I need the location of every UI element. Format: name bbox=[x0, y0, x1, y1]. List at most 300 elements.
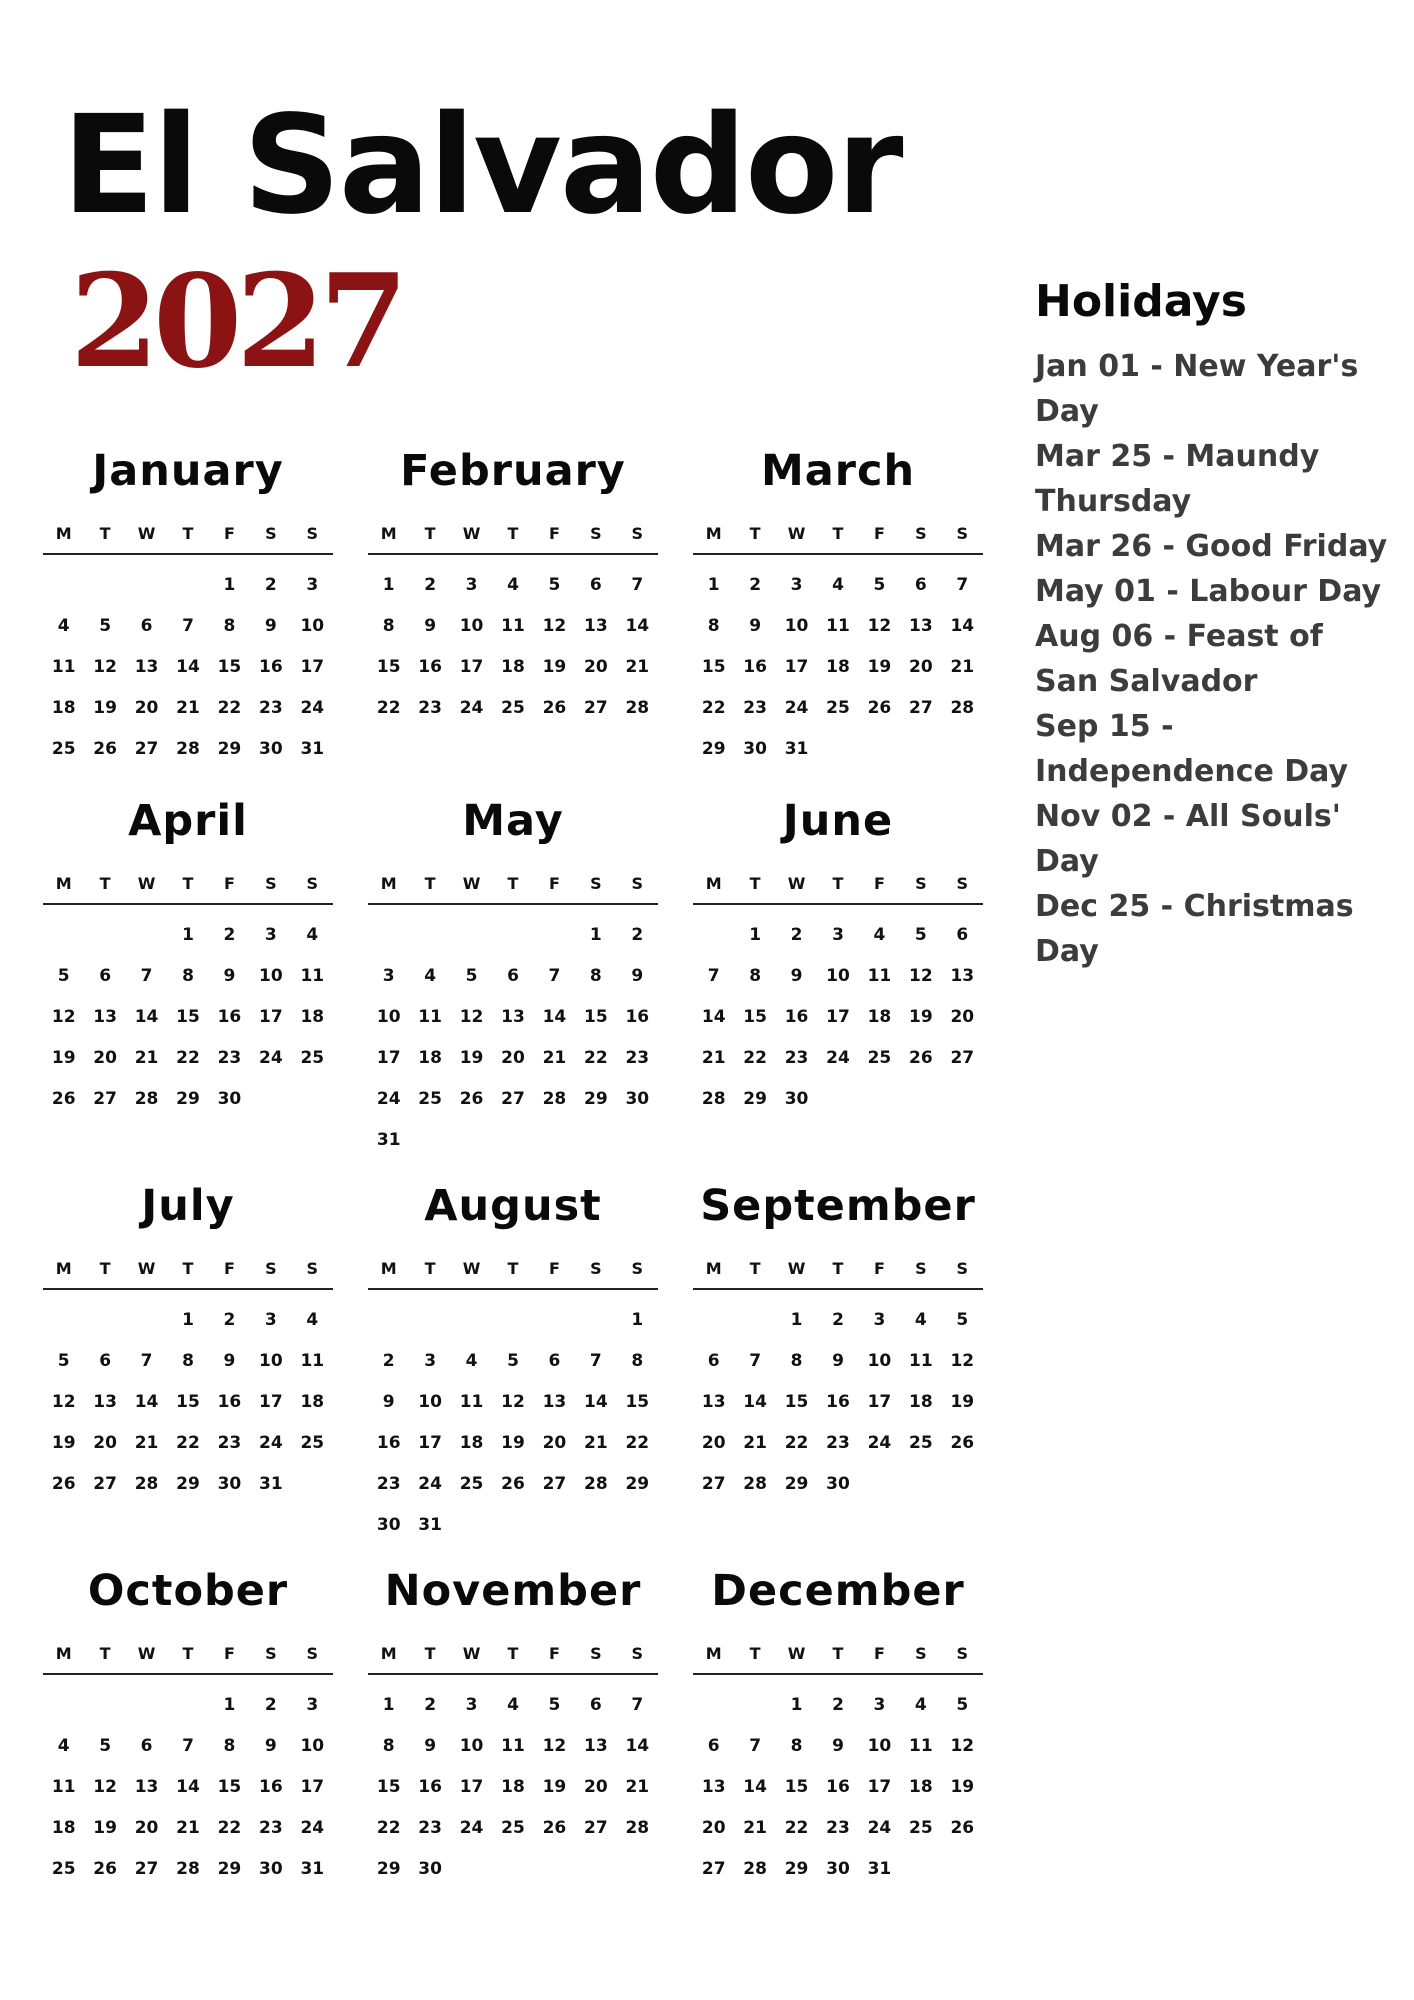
day-cell: 14 bbox=[542, 1007, 567, 1027]
empty-cell bbox=[409, 915, 450, 956]
day-cell: 7 bbox=[631, 575, 644, 595]
day-cell: 18 bbox=[909, 1777, 933, 1797]
holiday-item: Aug 06 - Feast of San Salvador bbox=[1035, 619, 1323, 700]
weekday-label: T bbox=[507, 524, 519, 543]
day-cell: 11 bbox=[909, 1736, 933, 1756]
weekday-label: T bbox=[832, 1644, 844, 1663]
day-cell: 2 bbox=[424, 575, 437, 595]
day-cell: 30 bbox=[826, 1859, 850, 1879]
day-cell: 6 bbox=[99, 966, 112, 986]
day-cell: 3 bbox=[264, 925, 277, 945]
day-cell: 15 bbox=[701, 657, 726, 677]
day-cell: 26 bbox=[93, 739, 117, 759]
day-cell: 6 bbox=[589, 1695, 602, 1715]
day-cell: 21 bbox=[743, 1433, 767, 1453]
day-cell: 21 bbox=[134, 1048, 159, 1068]
day-cell: 12 bbox=[51, 1007, 76, 1027]
day-cell: 25 bbox=[459, 1474, 484, 1494]
day-cell: 14 bbox=[176, 657, 200, 677]
day-cell: 25 bbox=[826, 698, 850, 718]
day-cell: 31 bbox=[784, 739, 809, 759]
day-cell: 24 bbox=[259, 1433, 283, 1453]
weekday-label: F bbox=[548, 1259, 560, 1278]
day-cell: 7 bbox=[140, 1351, 153, 1371]
day-cell: 18 bbox=[501, 657, 525, 677]
day-cell: 3 bbox=[382, 966, 395, 986]
day-cell: 18 bbox=[459, 1433, 484, 1453]
day-cell: 23 bbox=[259, 698, 283, 718]
holiday-item: May 01 - Labour Day bbox=[1035, 574, 1382, 610]
day-cell: 31 bbox=[867, 1859, 892, 1879]
day-cell: 1 bbox=[790, 1310, 803, 1330]
month-november bbox=[368, 1566, 658, 1890]
day-cell: 16 bbox=[826, 1392, 850, 1412]
empty-cell bbox=[126, 565, 167, 606]
day-cell: 1 bbox=[182, 925, 194, 945]
day-cell: 5 bbox=[57, 966, 70, 986]
weekday-label: S bbox=[956, 874, 969, 893]
day-cell: 7 bbox=[182, 1736, 194, 1756]
day-cell: 27 bbox=[950, 1048, 975, 1068]
empty-cell bbox=[693, 1685, 734, 1726]
day-cell: 9 bbox=[832, 1736, 844, 1756]
day-cell: 3 bbox=[873, 1310, 886, 1330]
day-cell: 1 bbox=[223, 575, 236, 595]
day-cell: 29 bbox=[217, 1859, 242, 1879]
day-cell: 18 bbox=[51, 1818, 76, 1838]
day-cell: 19 bbox=[459, 1048, 484, 1068]
day-cell: 17 bbox=[376, 1048, 401, 1068]
day-cell: 8 bbox=[589, 966, 602, 986]
day-cell: 28 bbox=[584, 1474, 608, 1494]
day-cell: 27 bbox=[584, 1818, 608, 1838]
weekday-label: M bbox=[55, 1644, 72, 1663]
day-cell: 20 bbox=[501, 1048, 525, 1068]
day-cell: 16 bbox=[217, 1007, 242, 1027]
day-cell: 5 bbox=[548, 575, 561, 595]
empty-cell bbox=[693, 915, 734, 956]
day-cell: 28 bbox=[176, 1859, 200, 1879]
day-cell: 24 bbox=[826, 1048, 850, 1068]
weekday-label: M bbox=[705, 874, 722, 893]
day-cell: 19 bbox=[51, 1433, 76, 1453]
weekday-label: F bbox=[223, 1259, 235, 1278]
day-cell: 9 bbox=[424, 1736, 437, 1756]
day-cell: 8 bbox=[182, 966, 194, 986]
day-grid bbox=[368, 555, 658, 729]
day-cell: 9 bbox=[382, 1392, 395, 1412]
weekday-label: F bbox=[548, 524, 560, 543]
day-cell: 29 bbox=[701, 739, 726, 759]
weekday-label: M bbox=[55, 1259, 72, 1278]
weekday-label: M bbox=[705, 1644, 722, 1663]
day-grid bbox=[693, 905, 983, 1120]
day-cell: 16 bbox=[826, 1777, 850, 1797]
month-june bbox=[693, 796, 983, 1120]
month-name: March bbox=[760, 446, 916, 496]
weekday-label: F bbox=[873, 1644, 885, 1663]
day-cell: 5 bbox=[99, 1736, 112, 1756]
day-cell: 28 bbox=[701, 1089, 726, 1109]
day-cell: 3 bbox=[465, 575, 478, 595]
day-cell: 12 bbox=[93, 1777, 117, 1797]
day-cell: 25 bbox=[51, 1859, 76, 1879]
day-cell: 29 bbox=[176, 1089, 200, 1109]
empty-cell bbox=[84, 1685, 125, 1726]
day-cell: 4 bbox=[306, 925, 319, 945]
weekday-label: S bbox=[631, 524, 644, 543]
day-cell: 8 bbox=[382, 1736, 395, 1756]
empty-cell bbox=[368, 915, 409, 956]
day-cell: 7 bbox=[749, 1351, 762, 1371]
weekday-label: M bbox=[380, 1644, 397, 1663]
day-cell: 24 bbox=[459, 1818, 484, 1838]
day-cell: 3 bbox=[465, 1695, 478, 1715]
day-grid bbox=[43, 1290, 333, 1505]
weekday-label: T bbox=[99, 1644, 111, 1663]
day-cell: 20 bbox=[584, 657, 608, 677]
day-cell: 11 bbox=[501, 616, 525, 636]
weekday-header bbox=[43, 524, 333, 555]
day-cell: 17 bbox=[259, 1007, 283, 1027]
holidays-panel bbox=[1035, 278, 1390, 974]
empty-cell bbox=[84, 565, 125, 606]
day-cell: 2 bbox=[382, 1351, 395, 1371]
day-cell: 6 bbox=[140, 1736, 153, 1756]
weekday-label: T bbox=[832, 1259, 844, 1278]
weekday-label: S bbox=[265, 524, 277, 543]
day-cell: 14 bbox=[701, 1007, 726, 1027]
month-december bbox=[693, 1566, 983, 1890]
day-cell: 27 bbox=[93, 1089, 117, 1109]
day-cell: 21 bbox=[134, 1433, 159, 1453]
day-cell: 19 bbox=[542, 657, 567, 677]
day-cell: 19 bbox=[950, 1777, 975, 1797]
empty-cell bbox=[84, 915, 125, 956]
day-cell: 8 bbox=[223, 616, 236, 636]
day-cell: 15 bbox=[217, 657, 242, 677]
day-cell: 14 bbox=[625, 1736, 650, 1756]
day-cell: 19 bbox=[950, 1392, 975, 1412]
day-cell: 6 bbox=[548, 1351, 561, 1371]
day-cell: 7 bbox=[749, 1736, 762, 1756]
day-cell: 30 bbox=[826, 1474, 850, 1494]
weekday-header bbox=[43, 1644, 333, 1675]
day-cell: 8 bbox=[790, 1736, 803, 1756]
day-cell: 22 bbox=[625, 1433, 650, 1453]
weekday-label: S bbox=[306, 524, 319, 543]
day-cell: 28 bbox=[134, 1474, 159, 1494]
day-grid bbox=[693, 1290, 983, 1505]
day-cell: 30 bbox=[259, 739, 283, 759]
weekday-label: S bbox=[956, 524, 969, 543]
weekday-label: W bbox=[137, 1259, 156, 1278]
day-cell: 27 bbox=[909, 698, 933, 718]
weekday-label: F bbox=[873, 874, 885, 893]
weekday-label: T bbox=[182, 1644, 194, 1663]
day-cell: 10 bbox=[259, 966, 283, 986]
day-cell: 9 bbox=[832, 1351, 844, 1371]
weekday-header bbox=[693, 524, 983, 555]
day-cell: 31 bbox=[300, 1859, 325, 1879]
day-cell: 7 bbox=[140, 966, 153, 986]
day-cell: 10 bbox=[826, 966, 850, 986]
day-cell: 18 bbox=[867, 1007, 892, 1027]
day-cell: 23 bbox=[625, 1048, 650, 1068]
weekday-header bbox=[693, 1259, 983, 1290]
day-cell: 26 bbox=[867, 698, 892, 718]
holiday-item: Mar 25 - Maundy Thursday bbox=[1035, 439, 1320, 520]
day-cell: 23 bbox=[376, 1474, 401, 1494]
day-cell: 1 bbox=[589, 925, 602, 945]
day-cell: 28 bbox=[625, 698, 650, 718]
weekday-label: T bbox=[182, 874, 194, 893]
day-cell: 13 bbox=[701, 1777, 726, 1797]
holiday-item: Dec 25 - Christmas Day bbox=[1035, 889, 1354, 970]
day-cell: 6 bbox=[956, 925, 969, 945]
day-cell: 12 bbox=[909, 966, 933, 986]
empty-cell bbox=[368, 1300, 409, 1341]
empty-cell bbox=[43, 1685, 84, 1726]
weekday-label: S bbox=[590, 1259, 602, 1278]
day-cell: 20 bbox=[93, 1433, 117, 1453]
month-july bbox=[43, 1181, 333, 1505]
day-cell: 14 bbox=[743, 1392, 767, 1412]
day-cell: 15 bbox=[784, 1392, 809, 1412]
weekday-label: S bbox=[306, 1259, 319, 1278]
weekday-label: W bbox=[462, 1644, 481, 1663]
day-cell: 8 bbox=[707, 616, 720, 636]
day-cell: 20 bbox=[909, 657, 933, 677]
day-cell: 3 bbox=[790, 575, 803, 595]
day-cell: 1 bbox=[790, 1695, 803, 1715]
day-cell: 11 bbox=[300, 966, 325, 986]
month-name: October bbox=[87, 1566, 289, 1616]
weekday-header bbox=[693, 1644, 983, 1675]
day-cell: 8 bbox=[749, 966, 762, 986]
day-cell: 16 bbox=[376, 1433, 401, 1453]
weekday-label: T bbox=[749, 524, 761, 543]
empty-cell bbox=[534, 1300, 575, 1341]
day-cell: 28 bbox=[542, 1089, 567, 1109]
day-cell: 2 bbox=[264, 1695, 277, 1715]
day-cell: 30 bbox=[625, 1089, 650, 1109]
day-cell: 11 bbox=[51, 657, 76, 677]
day-cell: 9 bbox=[264, 616, 277, 636]
weekday-label: T bbox=[507, 1644, 519, 1663]
day-cell: 7 bbox=[707, 966, 720, 986]
day-cell: 5 bbox=[914, 925, 927, 945]
month-april bbox=[43, 796, 333, 1120]
month-august bbox=[368, 1181, 658, 1546]
day-cell: 3 bbox=[306, 575, 319, 595]
weekday-label: F bbox=[223, 874, 235, 893]
day-cell: 9 bbox=[749, 616, 762, 636]
day-cell: 2 bbox=[631, 925, 644, 945]
empty-cell bbox=[167, 1685, 208, 1726]
weekday-label: W bbox=[462, 524, 481, 543]
weekday-label: T bbox=[99, 1259, 111, 1278]
month-name: May bbox=[462, 796, 564, 846]
day-cell: 21 bbox=[542, 1048, 567, 1068]
day-cell: 1 bbox=[749, 925, 762, 945]
day-cell: 6 bbox=[707, 1351, 720, 1371]
weekday-label: S bbox=[915, 874, 927, 893]
month-name: January bbox=[92, 446, 284, 496]
day-cell: 29 bbox=[176, 1474, 200, 1494]
day-cell: 7 bbox=[182, 616, 194, 636]
day-cell: 4 bbox=[465, 1351, 478, 1371]
day-cell: 12 bbox=[501, 1392, 525, 1412]
day-cell: 26 bbox=[51, 1089, 76, 1109]
day-cell: 5 bbox=[99, 616, 112, 636]
day-grid bbox=[693, 1675, 983, 1890]
weekday-label: S bbox=[631, 1259, 644, 1278]
day-cell: 17 bbox=[459, 1777, 484, 1797]
day-cell: 26 bbox=[542, 698, 567, 718]
month-september bbox=[693, 1181, 983, 1505]
day-cell: 20 bbox=[542, 1433, 567, 1453]
day-cell: 29 bbox=[217, 739, 242, 759]
day-cell: 12 bbox=[867, 616, 892, 636]
day-cell: 31 bbox=[300, 739, 325, 759]
day-cell: 4 bbox=[832, 575, 844, 595]
weekday-label: S bbox=[590, 874, 602, 893]
day-cell: 13 bbox=[542, 1392, 567, 1412]
weekday-label: S bbox=[265, 1259, 277, 1278]
weekday-label: F bbox=[548, 874, 560, 893]
day-cell: 2 bbox=[264, 575, 277, 595]
weekday-label: W bbox=[137, 874, 156, 893]
day-cell: 2 bbox=[223, 1310, 236, 1330]
day-cell: 16 bbox=[625, 1007, 650, 1027]
day-cell: 6 bbox=[140, 616, 153, 636]
day-cell: 5 bbox=[873, 575, 886, 595]
day-cell: 4 bbox=[424, 966, 437, 986]
day-cell: 21 bbox=[584, 1433, 608, 1453]
day-cell: 7 bbox=[631, 1695, 644, 1715]
day-cell: 20 bbox=[134, 698, 159, 718]
empty-cell bbox=[451, 1300, 492, 1341]
day-cell: 9 bbox=[631, 966, 644, 986]
weekday-label: S bbox=[631, 1644, 644, 1663]
day-cell: 27 bbox=[542, 1474, 567, 1494]
day-cell: 29 bbox=[784, 1474, 809, 1494]
day-cell: 26 bbox=[501, 1474, 525, 1494]
day-cell: 27 bbox=[501, 1089, 525, 1109]
day-cell: 1 bbox=[182, 1310, 194, 1330]
day-cell: 25 bbox=[501, 698, 525, 718]
day-cell: 23 bbox=[259, 1818, 283, 1838]
year-label: 2027 bbox=[70, 247, 403, 397]
weekday-label: S bbox=[915, 524, 927, 543]
day-cell: 5 bbox=[956, 1310, 969, 1330]
weekday-label: F bbox=[548, 1644, 560, 1663]
day-cell: 12 bbox=[950, 1351, 975, 1371]
day-cell: 29 bbox=[625, 1474, 650, 1494]
day-cell: 18 bbox=[300, 1007, 325, 1027]
day-cell: 20 bbox=[584, 1777, 608, 1797]
day-cell: 21 bbox=[950, 657, 975, 677]
day-cell: 28 bbox=[743, 1859, 767, 1879]
holiday-item: Sep 15 - Independence Day bbox=[1035, 709, 1349, 790]
month-october bbox=[43, 1566, 333, 1890]
day-cell: 9 bbox=[424, 616, 437, 636]
holiday-item: Mar 26 - Good Friday bbox=[1035, 529, 1388, 565]
day-cell: 10 bbox=[867, 1736, 892, 1756]
day-cell: 18 bbox=[51, 698, 76, 718]
weekday-label: S bbox=[915, 1644, 927, 1663]
weekday-label: W bbox=[787, 1259, 806, 1278]
day-cell: 26 bbox=[51, 1474, 76, 1494]
day-cell: 25 bbox=[418, 1089, 442, 1109]
weekday-label: T bbox=[424, 1259, 436, 1278]
empty-cell bbox=[451, 915, 492, 956]
day-cell: 15 bbox=[625, 1392, 650, 1412]
day-cell: 26 bbox=[909, 1048, 933, 1068]
empty-cell bbox=[126, 915, 167, 956]
day-cell: 4 bbox=[507, 575, 519, 595]
day-cell: 22 bbox=[701, 698, 726, 718]
day-cell: 24 bbox=[459, 698, 484, 718]
day-cell: 22 bbox=[743, 1048, 767, 1068]
day-cell: 24 bbox=[784, 698, 809, 718]
day-cell: 19 bbox=[909, 1007, 933, 1027]
day-cell: 3 bbox=[424, 1351, 437, 1371]
day-cell: 14 bbox=[625, 616, 650, 636]
day-cell: 30 bbox=[418, 1859, 442, 1879]
weekday-label: M bbox=[705, 524, 722, 543]
day-cell: 6 bbox=[707, 1736, 720, 1756]
day-cell: 13 bbox=[134, 1777, 159, 1797]
day-cell: 2 bbox=[832, 1310, 844, 1330]
day-cell: 3 bbox=[264, 1310, 277, 1330]
month-january bbox=[43, 446, 333, 770]
weekday-label: T bbox=[99, 524, 111, 543]
day-cell: 20 bbox=[134, 1818, 159, 1838]
day-cell: 25 bbox=[51, 739, 76, 759]
day-cell: 22 bbox=[217, 1818, 242, 1838]
weekday-label: M bbox=[705, 1259, 722, 1278]
day-cell: 1 bbox=[382, 575, 395, 595]
day-cell: 22 bbox=[584, 1048, 608, 1068]
day-cell: 23 bbox=[217, 1048, 242, 1068]
day-cell: 8 bbox=[790, 1351, 803, 1371]
day-cell: 26 bbox=[950, 1433, 975, 1453]
day-cell: 8 bbox=[182, 1351, 194, 1371]
day-cell: 12 bbox=[542, 1736, 567, 1756]
day-cell: 30 bbox=[743, 739, 767, 759]
day-cell: 20 bbox=[701, 1818, 726, 1838]
day-cell: 23 bbox=[784, 1048, 809, 1068]
empty-cell bbox=[693, 1300, 734, 1341]
day-cell: 17 bbox=[867, 1777, 892, 1797]
day-cell: 11 bbox=[501, 1736, 525, 1756]
weekday-label: W bbox=[787, 874, 806, 893]
day-cell: 25 bbox=[300, 1433, 325, 1453]
day-cell: 17 bbox=[418, 1433, 442, 1453]
day-cell: 19 bbox=[93, 1818, 117, 1838]
day-cell: 23 bbox=[418, 1818, 442, 1838]
weekday-label: S bbox=[590, 1644, 602, 1663]
day-cell: 2 bbox=[832, 1695, 844, 1715]
day-cell: 19 bbox=[501, 1433, 525, 1453]
month-name: June bbox=[782, 796, 894, 846]
day-cell: 14 bbox=[584, 1392, 608, 1412]
weekday-label: M bbox=[380, 874, 397, 893]
day-cell: 11 bbox=[418, 1007, 442, 1027]
day-cell: 7 bbox=[589, 1351, 602, 1371]
